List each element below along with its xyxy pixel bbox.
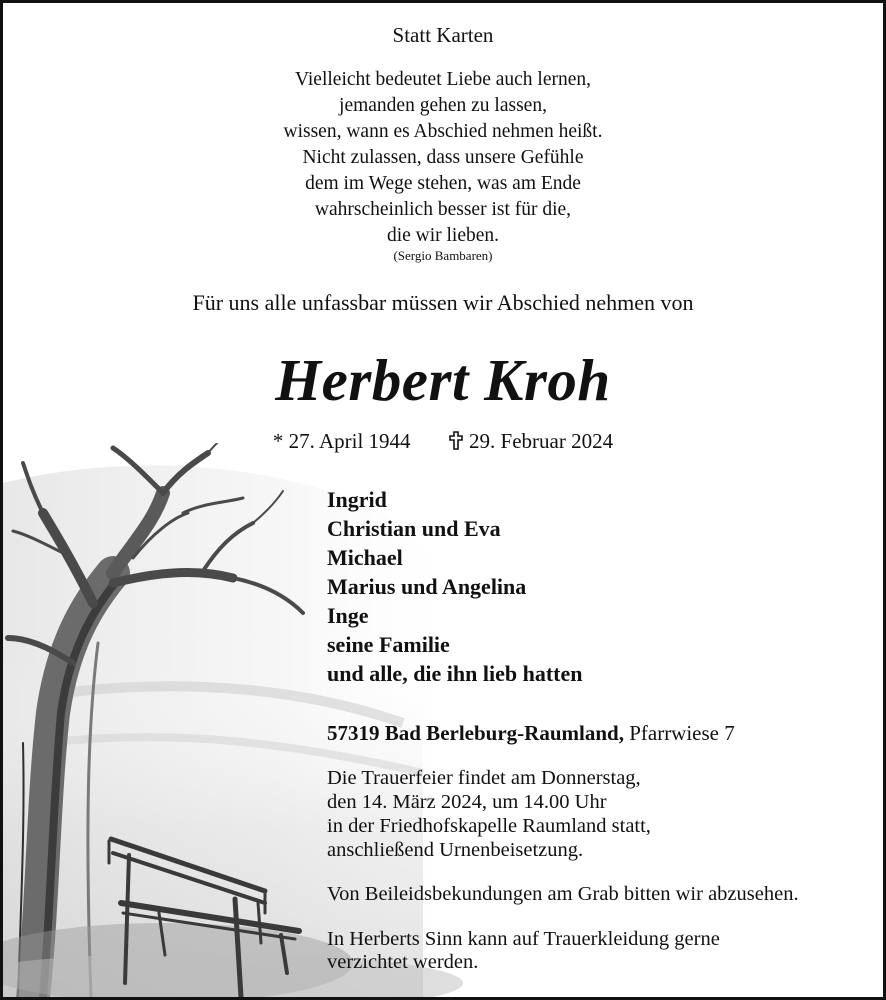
- cross-icon: [449, 431, 463, 450]
- condolence-notice: Von Beileidsbekundungen am Grab bitten wir abzusehen.: [327, 883, 799, 905]
- mourner-name: Inge: [327, 603, 369, 628]
- attire-line: In Herberts Sinn kann auf Trauerkleidung gerne: [327, 928, 720, 950]
- poem-line: Nicht zulassen, dass unsere Gefühle: [302, 147, 584, 168]
- mourner-name: und alle, die ihn lieb hatten: [327, 661, 583, 686]
- poem-line: wahrscheinlich besser ist für die,: [314, 199, 572, 220]
- mourner-name: Ingrid: [327, 487, 387, 512]
- death-date: 29. Februar 2024: [469, 429, 614, 453]
- poem-line: die wir lieben.: [386, 225, 500, 246]
- attire-notice: [327, 928, 720, 974]
- service-line: anschließend Urnenbeisetzung.: [327, 839, 584, 861]
- mourner-name: Michael: [327, 545, 403, 570]
- poem-line: Vielleicht bedeutet Liebe auch lernen,: [294, 69, 592, 90]
- address: [327, 721, 735, 746]
- poem-line: jemanden gehen zu lassen,: [339, 95, 547, 116]
- service-line: den 14. März 2024, um 14.00 Uhr: [327, 791, 607, 813]
- poem: [3, 67, 883, 249]
- birth-date: * 27. April 1944: [272, 429, 411, 453]
- mourner-name: Marius und Angelina: [327, 574, 527, 599]
- intro-text: Für uns alle unfassbar müssen wir Abschied nehmen von: [192, 290, 694, 315]
- life-dates: [3, 429, 883, 454]
- poem-line: wissen, wann es Abschied nehmen heißt.: [283, 121, 603, 142]
- deceased-name: Herbert Kroh: [275, 347, 611, 413]
- poem-source: (Sergio Bambaren): [393, 248, 493, 263]
- attire-line: verzichtet werden.: [327, 951, 479, 973]
- service-line: Die Trauerfeier findet am Donnerstag,: [327, 767, 641, 789]
- address-city: 57319 Bad Berleburg-Raumland,: [327, 721, 624, 745]
- service-info: [327, 766, 651, 862]
- mourners-list: [327, 485, 583, 688]
- header-text: Statt Karten: [392, 23, 494, 47]
- mourner-name: seine Familie: [327, 632, 450, 657]
- mourner-name: Christian und Eva: [327, 516, 501, 541]
- poem-line: dem im Wege stehen, was am Ende: [305, 173, 581, 194]
- service-line: in der Friedhofskapelle Raumland statt,: [327, 815, 651, 837]
- address-street: Pfarrwiese 7: [629, 721, 735, 745]
